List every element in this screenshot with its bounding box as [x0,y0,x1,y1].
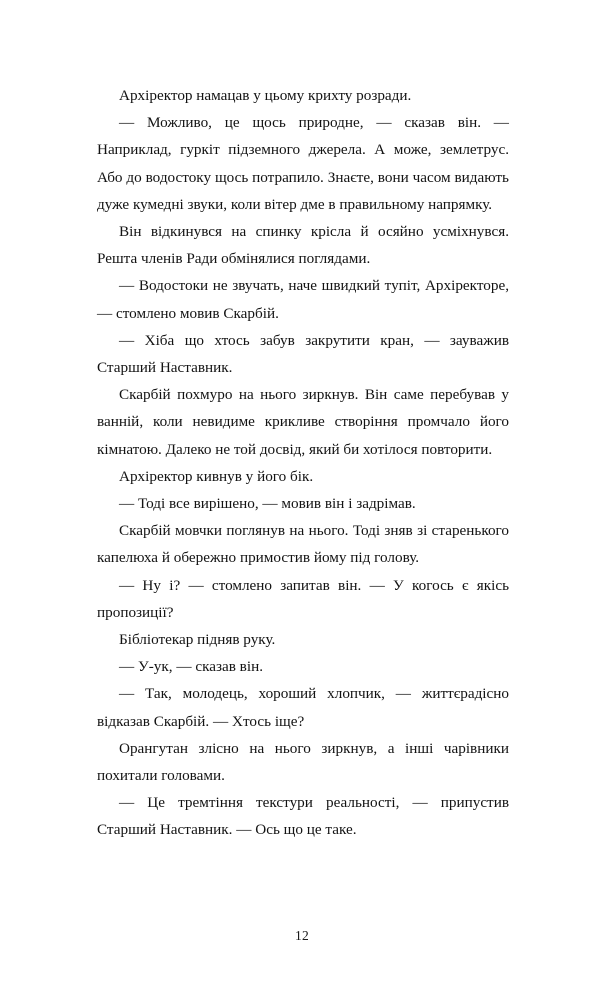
paragraph: — Ну і? — стомлено запитав він. — У когось є якісь пропозиції? [97,576,509,621]
paragraph: — Хіба що хтось забув закрутити кран, — зауважив Старший Наставник. [97,331,509,377]
paragraph: — Це тремтіння текстури реальності, — припустив Старший Наставник. — Ось що це таке. [97,794,509,839]
paragraph: — Можливо, це щось природне, — сказав він. — Наприклад, гуркіт підземного джерела. А може, землетрус. Або до водостоку щось потрапило. Знаєте, вони часом видають дуже кумедні звуки, коли вітер дме в правильному напрямку. [97,114,509,213]
paragraph: Скарбій похмуро на нього зиркнув. Він саме перебував у ванній, коли невидиме крикливе створіння промчало його кімнатою. Далеко не той досвід, який би хотілося повторити. [97,386,509,458]
paragraph: Бібліотекар підняв руку. [119,631,276,649]
paragraph: Орангутан злісно на нього зиркнув, а інші чарівники похитали головами. [97,739,509,785]
paragraph: — Так, молодець, хороший хлопчик, — життєрадісно відказав Скарбій. — Хтось іще? [97,685,509,730]
body-text [97,82,509,844]
paragraph: — Водостоки не звучать, наче швидкий тупіт, Архіректоре, — стомлено мовив Скарбій. [97,277,509,322]
paragraph: — У-ук, — сказав він. [119,658,263,676]
paragraph: Скарбій мовчки поглянув на нього. Тоді зняв зі старенького капелюха й обережно примостив йому під голову. [97,522,509,567]
page-number: 12 [294,928,310,943]
paragraph: Він відкинувся на спинку крісла й осяйно усміхнувся. Решта членів Ради обмінялися поглядами. [97,223,509,268]
paragraph: Архіректор намацав у цьому крихту розради. [119,87,412,104]
paragraph: — Тоді все вирішено, — мовив він і задрімав. [119,495,416,513]
paragraph: Архіректор кивнув у його бік. [119,467,314,485]
